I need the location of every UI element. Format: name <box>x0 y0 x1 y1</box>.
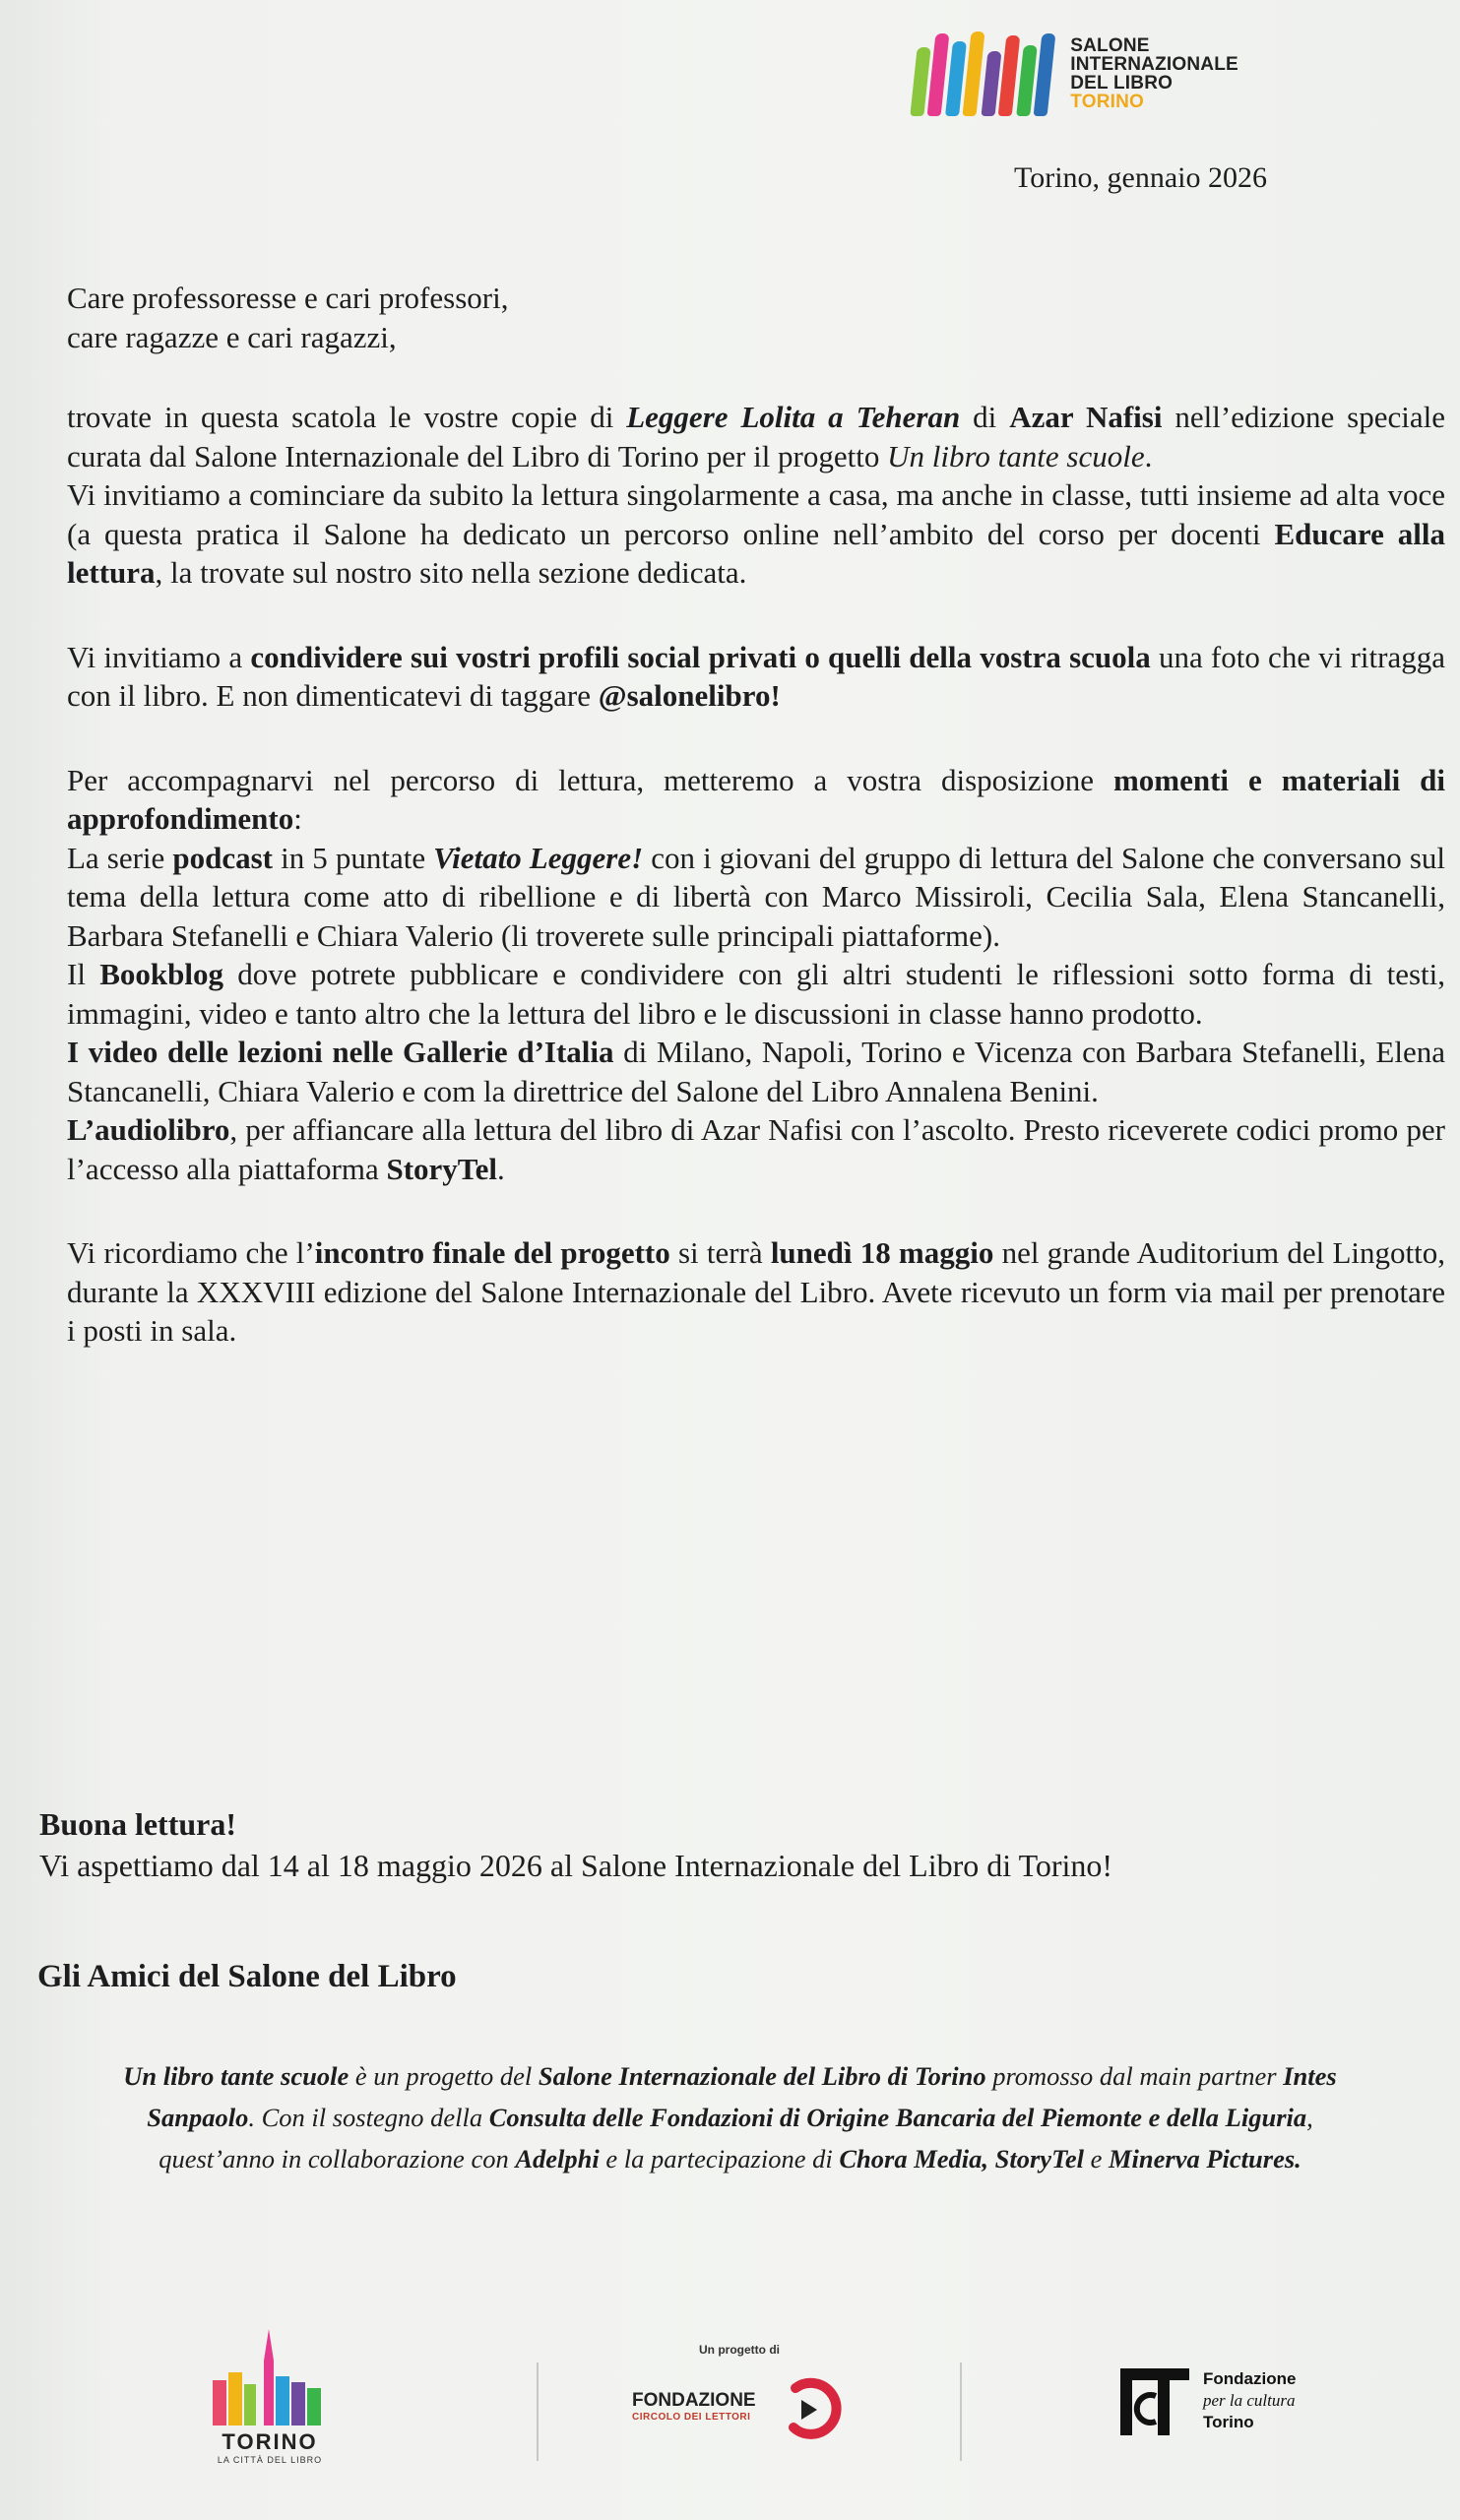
paragraph-bookblog: Il Bookblog dove potrete pubblicare e condividere con gli altri studenti le riflessioni sotto forma di testi, immagini, video e tanto altro che la lettura del libro e le discussioni in classe hanno prodotto. <box>67 957 1446 1031</box>
paragraph-materials: Per accompagnarvi nel percorso di lettura, metteremo a vostra disposizione momenti e materiali di approfondimento: <box>67 762 1446 836</box>
fondazione-circolo-lettori-logo: FONDAZIONE CIRCOLO DEI LETTORI <box>628 2372 864 2451</box>
salone-logo-text: SALONE INTERNAZIONALE DEL LIBRO TORINO <box>1070 35 1238 112</box>
torino-citta-del-libro-logo: TORINO LA CITTÀ DEL LIBRO <box>207 2321 333 2469</box>
paragraph-reading: Vi invitiamo a cominciare da subito la lettura singolarmente a casa, ma anche in classe, tutti insieme ad alta voce (a questa pratica il Salone ha dedicato un percorso online nell’ambito del corso per docenti Educare alla lettura, la trovate sul nostro sito nella sezione dedicata. <box>67 477 1445 590</box>
letter-date: Torino, gennaio 2026 <box>1014 161 1268 194</box>
paragraph-social: Vi invitiamo a condividere sui vostri profili social privati o quelli della vostra scuola una foto che vi ritragga con il libro. E non dimenticatevi di taggare @salonelibro! <box>67 639 1445 713</box>
paragraph-video: I video delle lezioni nelle Gallerie d’Italia di Milano, Napoli, Torino e Vicenza con Barbara Stefanelli, Elena Stancanelli, Chiara Valerio e com la direttrice del Salone del Libro Annalena Benini. <box>67 1035 1446 1108</box>
letter-body <box>67 279 1460 1351</box>
salone-logo <box>914 30 1248 118</box>
fondazione-cultura-torino-logo: Fondazione per la cultura Torino <box>1120 2362 1337 2451</box>
paragraph-podcast: La serie podcast in 5 puntate Vietato Leggere! con i giovani del gruppo di lettura del Salone che conversano sul tema della lettura come atto di ribellione e di libertà con Marco Missiroli, Cecilia Sala, Elena Stancanelli, Barbara Stefanelli e Chiara Valerio (li troverete sulle principali piattaforme). <box>67 840 1446 953</box>
sponsor-logos <box>0 2303 1460 2481</box>
letter-closing <box>39 1803 1437 1886</box>
salone-logo-mark <box>914 32 1060 116</box>
mole-antonelliana-icon <box>207 2321 333 2429</box>
paragraph-audiobook: L’audiolibro, per affiancare alla lettura del libro di Azar Nafisi con l’ascolto. Presto riceverete codici promo per l’accesso alla piattaforma StoryTel. <box>67 1112 1445 1186</box>
circle-swirl-icon <box>776 2370 855 2449</box>
greeting-line-2: care ragazze e cari ragazzi, <box>67 319 397 354</box>
letter-signature: Gli Amici del Salone del Libro <box>37 1959 457 1994</box>
logo-divider <box>537 2362 539 2461</box>
paragraph-final-event: Vi ricordiamo che l’incontro finale del progetto si terrà lunedì 18 maggio nel grande Auditorium del Lingotto, durante la XXXVIII edizione del Salone Internazionale del Libro. Avete ricevuto un form via mail per prenotare i posti in sala. <box>67 1235 1445 1348</box>
paragraph-intro: trovate in questa scatola le vostre copie di Leggere Lolita a Teheran di Azar Nafisi nell’edizione speciale curata dal Salone Internazionale del Libro di Torino per il progetto Un libro tante scuole. <box>67 400 1445 473</box>
ct-monogram-icon <box>1120 2368 1189 2435</box>
progetto-label: Un progetto di <box>699 2343 780 2357</box>
logo-divider <box>960 2362 962 2461</box>
closing-invitation: Vi aspettiamo dal 14 al 18 maggio 2026 al Salone Internazionale del Libro di Torino! <box>39 1848 1113 1883</box>
closing-greeting: Buona lettura! <box>39 1806 236 1842</box>
project-credits: Un libro tante scuole è un progetto del Salone Internazionale del Libro di Torino promosso dal main partner Intes Sanpaolo. Con il sostegno della Consulta delle Fondazioni di Origine Bancaria del Piemonte e della Liguria, quest’anno in collaborazione con Adelphi e la partecipazione di Chora Media, StoryTel e Minerva Pictures. <box>123 2061 1337 2174</box>
greeting-line-1: Care professoresse e cari professori, <box>67 281 509 315</box>
